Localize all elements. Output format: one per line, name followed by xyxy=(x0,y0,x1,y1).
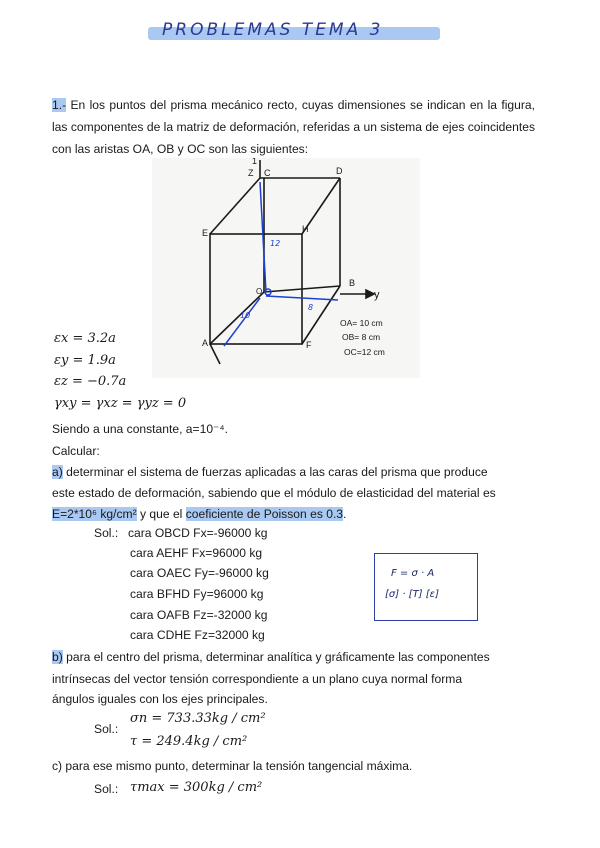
note-line2: [σ] · [T] [ε] xyxy=(385,589,439,600)
problem-intro-text: En los puntos del prisma mecánico recto, cuyas dimensiones se indican en la figura, las componentes de la matriz de deformación, referidas a un sistema de ejes coincidentes con las aristas OA, OB y OC son las siguientes: xyxy=(52,98,535,156)
label-c: C xyxy=(264,168,271,178)
hand-label-ob: 8 xyxy=(308,303,314,312)
solution-row: cara OBCD Fx=-96000 kg xyxy=(128,526,268,540)
constant-text: Siendo a una constante, a=10⁻⁴. xyxy=(52,422,228,436)
label-d: D xyxy=(336,166,343,176)
note-line1: F = σ · A xyxy=(391,568,435,579)
tau-max-result: τmax = 300kg / cm² xyxy=(130,780,263,795)
dim-oa: OA= 10 cm xyxy=(340,318,383,328)
label-b: B xyxy=(349,278,356,288)
calcular-label: Calcular: xyxy=(52,444,100,458)
label-o: O xyxy=(256,287,263,296)
part-b-text1: para el centro del prisma, determinar analítica y gráficamente las componentes xyxy=(66,650,490,664)
problem-intro xyxy=(52,94,535,160)
part-a-label: a) xyxy=(52,465,63,479)
strain-ex: εx = 3.2a xyxy=(54,331,116,346)
dim-ob: OB= 8 cm xyxy=(342,332,381,342)
label-z: Z xyxy=(248,168,254,178)
label-h: H xyxy=(302,224,309,234)
sigma-n-result: σn = 733.33kg / cm² xyxy=(130,711,266,726)
part-a-line2: este estado de deformación, sabiendo que el módulo de elasticidad del material es xyxy=(52,486,496,500)
part-c-text: c) para ese mismo punto, determinar la tensión tangencial máxima. xyxy=(52,759,413,773)
part-b-line1 xyxy=(52,646,535,668)
part-a-text1: determinar el sistema de fuerzas aplicadas a las caras del prisma que produce xyxy=(66,465,488,479)
strain-ey: εy = 1.9a xyxy=(54,353,116,368)
label-y: y xyxy=(374,289,380,301)
label-f: F xyxy=(306,340,312,350)
page-title xyxy=(148,20,440,44)
handwritten-note-box xyxy=(374,553,478,621)
prism-figure xyxy=(152,158,420,378)
tau-result: τ = 249.4kg / cm² xyxy=(130,734,248,749)
strain-ez: εz = −0.7a xyxy=(54,374,127,389)
part-b-label: b) xyxy=(52,650,63,664)
hand-label-oa: 10 xyxy=(240,311,251,320)
hand-label-oc: 12 xyxy=(270,239,281,248)
problem-number: 1.- xyxy=(52,98,67,112)
part-a-mid: y que el xyxy=(136,507,186,521)
part-c-sol-label: Sol.: xyxy=(94,782,119,796)
label-1: 1 xyxy=(252,158,258,166)
part-a-line3 xyxy=(52,503,535,525)
solution-row: cara CDHE Fz=32000 kg xyxy=(130,628,265,642)
title-text: PROBLEMAS TEMA 3 xyxy=(162,20,384,40)
label-a: A xyxy=(202,338,209,348)
solution-row: cara BFHD Fy=96000 kg xyxy=(130,587,264,601)
poisson-highlight: coeficiente de Poisson es 0.3 xyxy=(185,507,344,521)
part-b-line2: intrínsecas del vector tensión correspondiente a un plano cuya normal forma xyxy=(52,672,463,686)
part-a-sol-label: Sol.: xyxy=(94,526,119,540)
part-b-line3: ángulos iguales con los ejes principales. xyxy=(52,692,268,706)
modulus-highlight: E=2*10⁶ kg/cm² xyxy=(52,507,137,521)
solution-row: cara OAFB Fz=-32000 kg xyxy=(130,608,268,622)
dim-oc: OC=12 cm xyxy=(344,347,385,357)
part-a-end: . xyxy=(343,507,347,521)
part-a-line1 xyxy=(52,461,535,483)
label-e: E xyxy=(202,228,209,238)
strain-gamma: γxy = γxz = γyz = 0 xyxy=(54,396,187,411)
part-b-sol-label: Sol.: xyxy=(94,722,119,736)
figure-background xyxy=(152,158,420,378)
solution-row: cara OAEC Fy=-96000 kg xyxy=(130,566,269,580)
solution-row: cara AEHF Fx=96000 kg xyxy=(130,546,263,560)
